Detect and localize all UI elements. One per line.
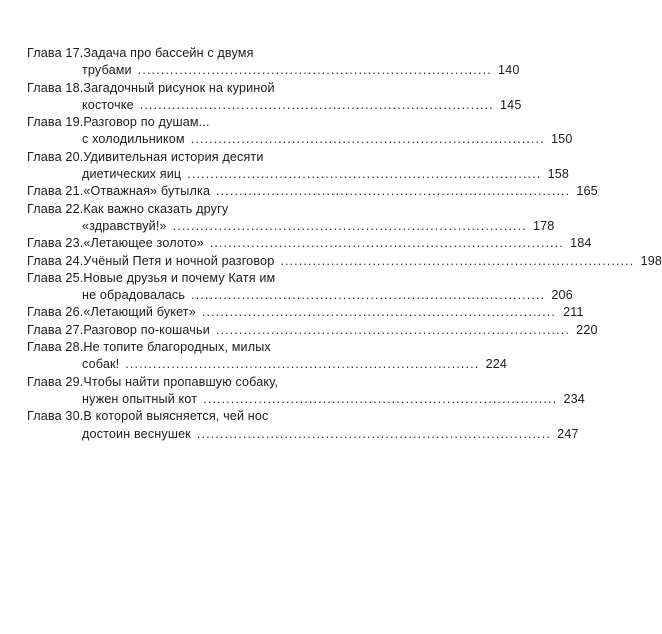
- page-number: 140: [498, 63, 520, 78]
- chapter-title-line-1: Удивительная история десяти: [83, 149, 264, 164]
- page-number: 247: [557, 426, 579, 441]
- chapter-title-line-1: Разговор по-кошачьи: [83, 322, 210, 337]
- chapter-label: Глава 30.: [27, 409, 84, 424]
- chapter-title-line-1: «Летающее золото»: [83, 236, 204, 251]
- page-number: 211: [563, 305, 584, 320]
- dot-leader: [210, 235, 562, 252]
- chapter-label: Глава 29.: [27, 374, 84, 389]
- dot-leader: [187, 166, 539, 183]
- chapter-label: Глава 28.: [27, 340, 84, 355]
- dot-leader: [202, 304, 554, 321]
- chapter-label: Глава 18.: [27, 80, 84, 95]
- chapter-label: Глава 20.: [27, 149, 84, 164]
- chapter-title-line-1: «Отважная» бутылка: [83, 184, 211, 199]
- chapter-label: Глава 24.: [27, 253, 84, 268]
- dot-leader: [173, 218, 525, 235]
- page-number: 184: [570, 236, 592, 251]
- page-number: 165: [576, 184, 598, 199]
- toc-entry-20[interactable]: [27, 149, 570, 184]
- chapter-title-line-2: «здравствуй!»: [82, 218, 167, 233]
- toc-entry-18[interactable]: [27, 80, 522, 115]
- chapter-title-line-1: Как важно сказать другу: [83, 201, 229, 216]
- chapter-label: Глава 27.: [27, 322, 84, 337]
- page-number: 145: [500, 97, 522, 112]
- dot-leader: [216, 183, 568, 200]
- chapter-title-line-1: Загадочный рисунок на куриной: [83, 80, 275, 95]
- toc-entry-26[interactable]: [27, 304, 584, 321]
- page-number: 206: [551, 288, 573, 303]
- chapter-label: Глава 17.: [27, 46, 84, 60]
- chapter-title-line-2: достоин веснушек: [82, 426, 191, 441]
- page-number: 198: [640, 253, 662, 268]
- chapter-title-line-1: В которой выясняется, чей нос: [83, 409, 269, 424]
- page-number: 178: [532, 218, 555, 233]
- dot-leader: [125, 356, 477, 373]
- page-number: 220: [576, 322, 598, 337]
- chapter-label: Глава 23.: [27, 236, 84, 251]
- table-of-contents: [27, 45, 662, 443]
- page-number: 234: [563, 391, 585, 406]
- dot-leader: [216, 322, 568, 339]
- toc-entry-17[interactable]: [27, 45, 520, 80]
- chapter-title-line-2: нужен опытный кот: [82, 391, 198, 406]
- toc-entry-24[interactable]: [27, 253, 662, 270]
- toc-entry-21[interactable]: [27, 183, 598, 200]
- toc-entry-29[interactable]: [27, 374, 585, 409]
- page-number: 150: [551, 132, 573, 147]
- page-number: 224: [485, 357, 508, 372]
- chapter-title-line-1: Чтобы найти пропавшую собаку,: [83, 374, 279, 389]
- chapter-label: Глава 21.: [27, 184, 84, 199]
- page-number: 158: [547, 167, 570, 182]
- dot-leader: [191, 131, 543, 148]
- chapter-title-line-2: трубами: [82, 63, 132, 78]
- chapter-title-line-2: с холодильником: [82, 132, 185, 147]
- dot-leader: [203, 391, 555, 408]
- chapter-title-line-2: косточке: [82, 97, 134, 112]
- chapter-label: Глава 26.: [27, 305, 84, 320]
- dot-leader: [197, 426, 549, 443]
- toc-entry-28[interactable]: [27, 339, 508, 374]
- chapter-title-line-2: диетических яиц: [82, 167, 182, 182]
- dot-leader: [191, 287, 543, 304]
- toc-entry-25[interactable]: [27, 270, 573, 305]
- chapter-title-line-2: собак!: [82, 357, 120, 372]
- dot-leader: [138, 62, 490, 79]
- chapter-title-line-1: Разговор по душам...: [83, 115, 210, 130]
- dot-leader: [140, 97, 492, 114]
- chapter-title-line-1: Задача про бассейн с двумя: [83, 46, 254, 60]
- chapter-title-line-1: «Летающий букет»: [83, 305, 196, 320]
- toc-entry-30[interactable]: [27, 408, 579, 443]
- toc-entry-19[interactable]: [27, 114, 573, 149]
- dot-leader: [280, 253, 632, 270]
- chapter-label: Глава 19.: [27, 115, 84, 130]
- chapter-title-line-1: Учёный Петя и ночной разговор: [83, 253, 275, 268]
- chapter-label: Глава 22.: [27, 201, 84, 216]
- toc-entry-22[interactable]: [27, 201, 555, 236]
- chapter-label: Глава 25.: [27, 270, 84, 285]
- toc-entry-27[interactable]: [27, 322, 598, 339]
- chapter-title-line-1: Новые друзья и почему Катя им: [83, 270, 276, 285]
- toc-entry-23[interactable]: [27, 235, 592, 252]
- chapter-title-line-1: Не топите благородных, милых: [83, 340, 271, 355]
- chapter-title-line-2: не обрадовалась: [82, 288, 186, 303]
